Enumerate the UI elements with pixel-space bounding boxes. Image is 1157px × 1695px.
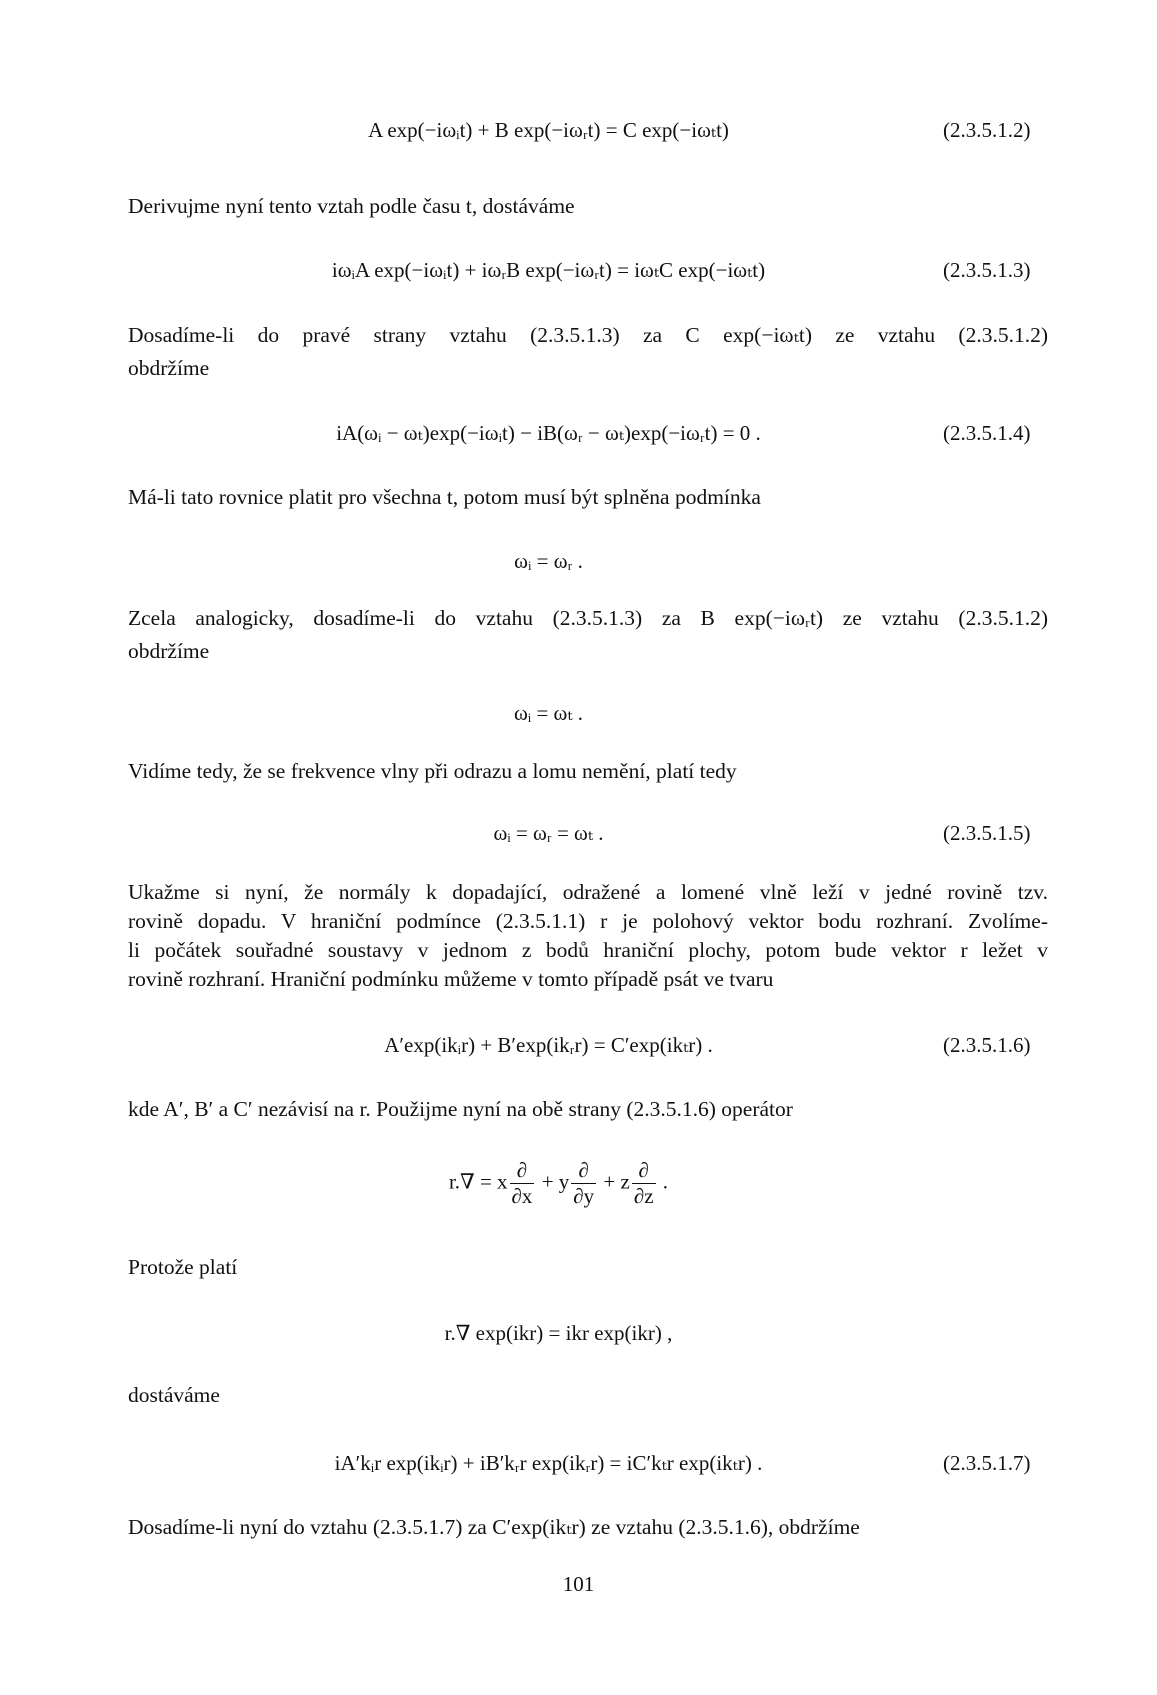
operator-plus-z: + z [603, 1169, 630, 1194]
equation-omega-i-t: ωᵢ = ωₜ . [513, 701, 584, 725]
paragraph-zcela-line-2: obdržíme [128, 639, 210, 663]
equation-number-2-3-5-1-6: (2.3.5.1.6) [943, 1033, 1031, 1057]
equation-number-2-3-5-1-5: (2.3.5.1.5) [943, 821, 1031, 845]
operator-lhs: r.∇ = x [448, 1169, 508, 1194]
fraction-d-dz: $\frac{\partial}{\partial z}$ [633, 1158, 654, 1209]
operator-end: . [662, 1169, 669, 1194]
equation-2-3-5-1-6: A′exp(ikᵢr) + B′exp(ikᵣr) = C′exp(ikₜr) . [384, 1033, 713, 1057]
paragraph-dosadime-line-2: obdržíme [128, 356, 210, 380]
paragraph-ukazme-line-3: li počátek souřadné soustavy v jednom z bodů hraniční plochy, potom bude vektor r ležet v [128, 938, 1048, 962]
equation-2-3-5-1-3: iωᵢA exp(−iωᵢt) + iωᵣB exp(−iωᵣt) = iωₜC exp(−iωₜt) [331, 258, 766, 282]
paragraph-derivujme: Derivujme nyní tento vztah podle času t, dostáváme [128, 194, 575, 218]
equation-number-2-3-5-1-2: (2.3.5.1.2) [943, 118, 1031, 142]
paragraph-mali: Má-li tato rovnice platit pro všechna t, potom musí být splněna podmínka [128, 485, 761, 509]
equation-2-3-5-1-5: ωᵢ = ωᵣ = ωₜ . [493, 821, 604, 845]
operator-plus-y: + y [541, 1169, 570, 1194]
paragraph-protoze: Protože platí [128, 1255, 238, 1279]
equation-omega-i-r: ωᵢ = ωᵣ . [514, 549, 583, 573]
paragraph-ukazme-line-4: rovině rozhraní. Hraniční podmínku můžeme v tomto případě psát ve tvaru [128, 967, 774, 991]
paragraph-dosadime-2: Dosadíme-li nyní do vztahu (2.3.5.1.7) za C′exp(ikₜr) ze vztahu (2.3.5.1.6), obdržíme [128, 1515, 860, 1539]
paragraph-dostavame: dostáváme [128, 1383, 220, 1407]
equation-2-3-5-1-2: A exp(−iωᵢt) + B exp(−iωᵣt) = C exp(−iωₜt) [368, 118, 729, 142]
page-number: 101 [562, 1572, 595, 1596]
equation-number-2-3-5-1-3: (2.3.5.1.3) [943, 258, 1031, 282]
fraction-d-dy: $\frac{\partial}{\partial y}$ [573, 1158, 595, 1209]
equation-operator [0, 1158, 1137, 1209]
paragraph-ukazme-line-2: rovině dopadu. V hraniční podmínce (2.3.5.1.1) r je polohový vektor bodu rozhraní. Zvolíme- [128, 909, 1048, 933]
paragraph-ukazme-line-1: Ukažme si nyní, že normály k dopadající, odražené a lomené vlně leží v jedné rovině tzv. [128, 880, 1048, 904]
equation-number-2-3-5-1-7: (2.3.5.1.7) [943, 1451, 1031, 1475]
equation-2-3-5-1-4: iA(ωᵢ − ωₜ)exp(−iωᵢt) − iB(ωᵣ − ωₜ)exp(−iωᵣt) = 0 . [336, 421, 761, 445]
paragraph-kde: kde A′, B′ a C′ nezávisí na r. Použijme nyní na obě strany (2.3.5.1.6) operátor [128, 1097, 793, 1121]
paragraph-vidime: Vidíme tedy, že se frekvence vlny při odrazu a lomu nemění, platí tedy [128, 759, 737, 783]
fraction-d-dx: $\frac{\partial}{\partial x}$ [511, 1158, 533, 1209]
paragraph-dosadime-line-1: Dosadíme-li do pravé strany vztahu (2.3.5.1.3) za C exp(−iωₜt) ze vztahu (2.3.5.1.2) [128, 323, 1048, 347]
paragraph-zcela-line-1: Zcela analogicky, dosadíme-li do vztahu (2.3.5.1.3) za B exp(−iωᵣt) ze vztahu (2.3.5.1.2) [128, 606, 1048, 630]
equation-grad-exp: r.∇ exp(ikr) = ikr exp(ikr) , [444, 1321, 673, 1345]
equation-2-3-5-1-7: iA′kᵢr exp(ikᵢr) + iB′kᵣr exp(ikᵣr) = iC′kₜr exp(ikₜr) . [334, 1451, 763, 1475]
equation-number-2-3-5-1-4: (2.3.5.1.4) [943, 421, 1031, 445]
